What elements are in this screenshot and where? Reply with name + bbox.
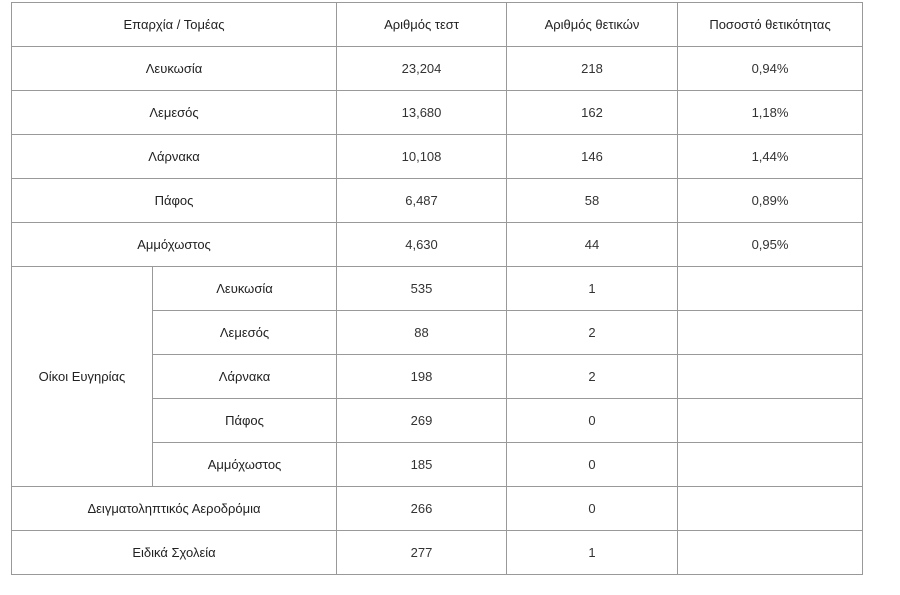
tests-count: 198 [337, 355, 507, 399]
subregion-name: Αμμόχωστος [153, 443, 337, 487]
tests-count: 10,108 [337, 135, 507, 179]
sector-name: Δειγματοληπτικός Αεροδρόμια [12, 487, 337, 531]
region-name: Πάφος [12, 179, 337, 223]
table-row [12, 47, 863, 91]
positives-count: 58 [507, 179, 678, 223]
table-row [12, 487, 863, 531]
positivity-rate [678, 443, 863, 487]
positivity-rate [678, 531, 863, 575]
positives-count: 1 [507, 531, 678, 575]
positivity-rate: 0,95% [678, 223, 863, 267]
table-row [12, 531, 863, 575]
covid-test-statistics-table [11, 2, 863, 575]
positives-count: 2 [507, 311, 678, 355]
positivity-rate: 1,44% [678, 135, 863, 179]
region-name: Λευκωσία [12, 47, 337, 91]
care-homes-group-label: Οίκοι Ευγηρίας [12, 267, 153, 487]
positivity-rate [678, 267, 863, 311]
subregion-name: Λευκωσία [153, 267, 337, 311]
positivity-rate [678, 487, 863, 531]
positivity-rate: 0,94% [678, 47, 863, 91]
positives-count: 0 [507, 443, 678, 487]
tests-count: 23,204 [337, 47, 507, 91]
sector-name: Ειδικά Σχολεία [12, 531, 337, 575]
positivity-rate [678, 399, 863, 443]
positivity-rate [678, 311, 863, 355]
positives-count: 218 [507, 47, 678, 91]
positives-count: 1 [507, 267, 678, 311]
positives-count: 146 [507, 135, 678, 179]
table-row [12, 223, 863, 267]
positives-count: 0 [507, 399, 678, 443]
subregion-name: Πάφος [153, 399, 337, 443]
tests-count: 277 [337, 531, 507, 575]
tests-count: 4,630 [337, 223, 507, 267]
subregion-name: Λεμεσός [153, 311, 337, 355]
header-rate: Ποσοστό θετικότητας [678, 3, 863, 47]
positives-count: 2 [507, 355, 678, 399]
tests-count: 266 [337, 487, 507, 531]
region-name: Λεμεσός [12, 91, 337, 135]
region-name: Λάρνακα [12, 135, 337, 179]
table-row [12, 91, 863, 135]
subregion-name: Λάρνακα [153, 355, 337, 399]
positives-count: 0 [507, 487, 678, 531]
tests-count: 6,487 [337, 179, 507, 223]
header-tests: Αριθμός τεστ [337, 3, 507, 47]
tests-count: 535 [337, 267, 507, 311]
header-region: Επαρχία / Τομέας [12, 3, 337, 47]
table-row [12, 267, 863, 311]
header-positives: Αριθμός θετικών [507, 3, 678, 47]
tests-count: 13,680 [337, 91, 507, 135]
positives-count: 162 [507, 91, 678, 135]
positives-count: 44 [507, 223, 678, 267]
table-header-row [12, 3, 863, 47]
tests-count: 185 [337, 443, 507, 487]
tests-count: 88 [337, 311, 507, 355]
positivity-rate [678, 355, 863, 399]
positivity-rate: 1,18% [678, 91, 863, 135]
region-name: Αμμόχωστος [12, 223, 337, 267]
table-row [12, 135, 863, 179]
tests-count: 269 [337, 399, 507, 443]
positivity-rate: 0,89% [678, 179, 863, 223]
table-row [12, 179, 863, 223]
